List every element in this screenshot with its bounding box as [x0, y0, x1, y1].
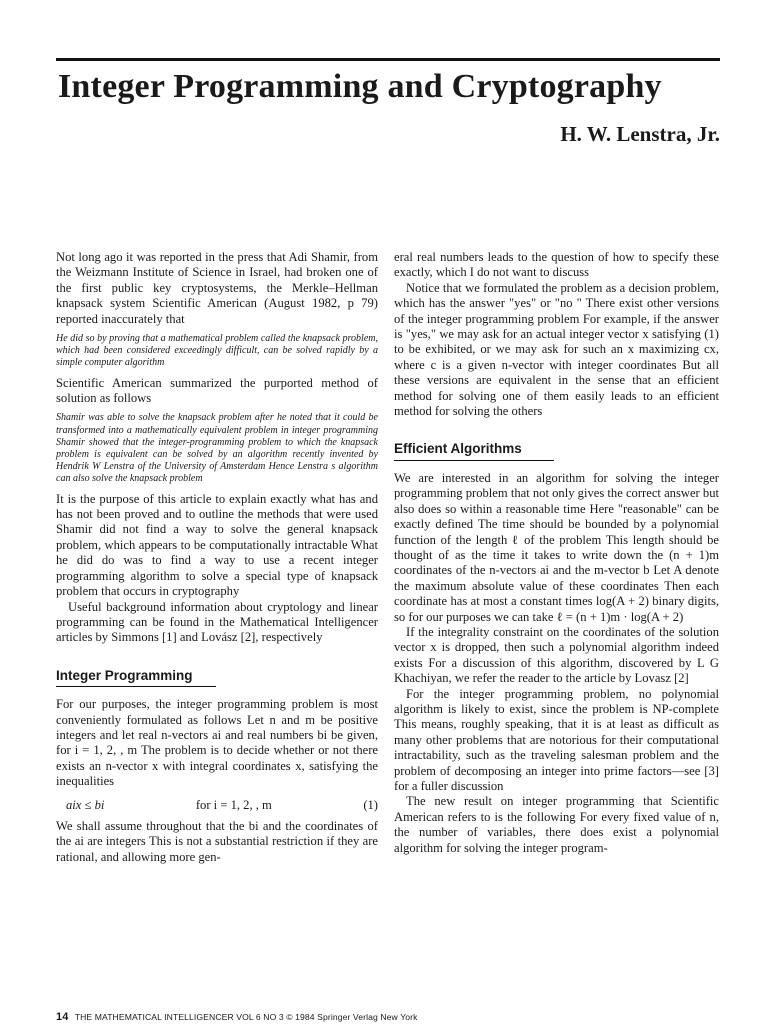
- paragraph: For our purposes, the integer programming problem is most conveniently formulated as follows Let n and m be positive integers and let real n-vectors ai and real numbers bi be given, for i = 1, 2, , m The problem is to decide whether or not there exists an n-vector x with integral coordinates x, satisfying the inequalities: [56, 697, 378, 789]
- equation-formula: aix ≤ bi: [66, 797, 105, 812]
- quotation: He did so by proving that a mathematical problem called the knapsack problem, which had been considered exceedingly difficult, can be solved rapidly by a simple computer algorithm: [56, 333, 378, 369]
- paragraph: Not long ago it was reported in the press that Adi Shamir, from the Weizmann Institute of Science in Israel, had broken one of the first public key cryptosystems, the Merkle–Hellman knapsack system Scientific American (August 1982, p 79) reported inaccurately that: [56, 250, 378, 326]
- page-number: 14: [56, 1011, 69, 1023]
- paragraph: The new result on integer programming that Scientific American refers to is the following For every fixed value of n, the number of variables, there does exist a polynomial algorithm for solving the integer program-: [394, 794, 719, 855]
- right-column: [394, 250, 719, 856]
- article-author: H. W. Lenstra, Jr.: [560, 122, 720, 146]
- paragraph: eral real numbers leads to the question of how to specify these exactly, which I do not want to discuss: [394, 250, 719, 280]
- paragraph: We are interested in an algorithm for solving the integer programming problem that not only gives the correct answer but also does so within a reasonable time Here "reasonable" can be exactly defined The time should be bounded by a polynomial function of the length ℓ of the problem This length should be thought of as the time it takes to write down the (n + 1)m coordinates of the n-vectors ai and the m-vector b Let A denote the maximum absolute value of these coordinates Then each coordinate has at most a constant times log(A + 2) binary digits, so for our purposes we can take ℓ = (n + 1)m · log(A + 2): [394, 470, 719, 624]
- equation-number: (1): [363, 797, 378, 812]
- paragraph: Notice that we formulated the problem as a decision problem, which has the answer "yes" or "no " There exist other versions of the integer programming problem For example, if the answer is "yes," we may ask for an actual integer vector x satisfying (1) to be exhibited, or we may ask for such an x maximizing cx, where c is a given n-vector with integer coordinates But all these versions are equivalent in the sense that an efficient method for solving one of them easily leads to an efficient method for solving the others: [394, 280, 719, 419]
- section-heading-integer-programming: Integer Programming: [56, 668, 216, 687]
- equation-range: for i = 1, 2, , m: [195, 797, 272, 812]
- paragraph: We shall assume throughout that the bi and the coordinates of the ai are integers This is not a substantial restriction if they are rational, and allowing more gen-: [56, 818, 378, 864]
- equation-1: [56, 798, 378, 813]
- paragraph: If the integrality constraint on the coordinates of the solution vector x is dropped, then such a polynomial algorithm indeed exists For a discussion of this algorithm, discovered by L G Khachiyan, we refer the reader to the article by Lovasz [2]: [394, 624, 719, 686]
- paragraph: For the integer programming problem, no polynomial algorithm is likely to exist, since the problem is NP-complete This means, roughly speaking, that it is at least as difficult as many other problems that are notorious for their computational intractability, such as the traveling salesman problem and the problem of decomposing an integer into prime factors—see [3] for a fuller discussion: [394, 686, 719, 793]
- top-rule: [56, 58, 720, 61]
- paragraph: Scientific American summarized the purported method of solution as follows: [56, 375, 378, 406]
- quotation: Shamir was able to solve the knapsack problem after he noted that it could be transformed into a mathematically equivalent problem in integer programming Shamir showed that the integer-programming problem to which the knapsack problem is equivalent can be solved by an algorithm recently invented by Hendrik W Lenstra of the University of Amsterdam Hence Lenstra s algorithm can also solve the knapsack problem: [56, 412, 378, 485]
- article-title: Integer Programming and Cryptography: [58, 68, 662, 105]
- paragraph: It is the purpose of this article to explain exactly what has and has not been proved and to outline the methods that were used Shamir did not find a way to solve the general knapsack problem, which appears to be computationally intractable What he did do was to find a way to use a recent integer programming algorithm to solve a special type of knapsack problem that occurs in cryptography: [56, 491, 378, 599]
- left-column: [56, 250, 378, 865]
- paragraph: Useful background information about cryptology and linear programming can be found in the Mathematical Intelligencer articles by Simmons [1] and Lovász [2], respectively: [56, 599, 378, 645]
- page-footer: [56, 1011, 417, 1023]
- section-heading-efficient-algorithms: Efficient Algorithms: [394, 441, 554, 460]
- journal-citation: THE MATHEMATICAL INTELLIGENCER VOL 6 NO 3 © 1984 Springer Verlag New York: [74, 1012, 418, 1022]
